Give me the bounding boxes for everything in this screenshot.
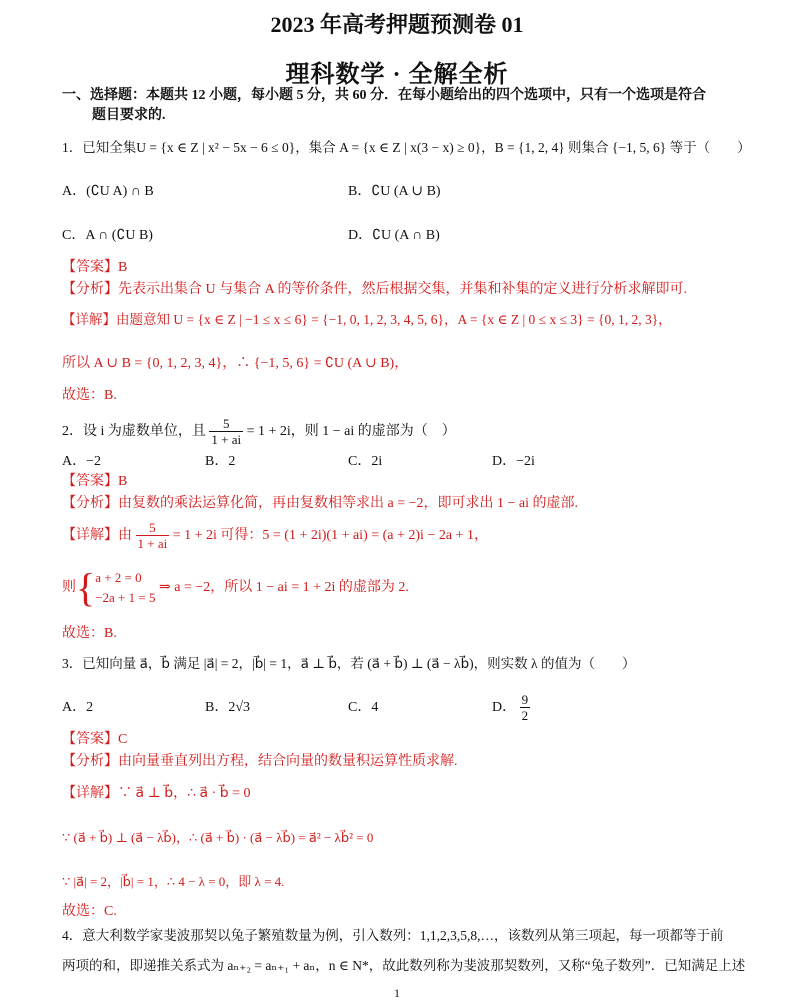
q2-fraction-num: 5 xyxy=(209,416,243,432)
q3-option-d-fraction xyxy=(520,692,531,723)
q2-detail-fraction-den: 1 + ai xyxy=(137,536,168,552)
q2-stem xyxy=(62,414,456,450)
q2-system xyxy=(62,566,409,610)
q2-detail xyxy=(62,518,488,554)
q3-detail-2: ∵ (a⃗ + b⃗) ⊥ (a⃗ − λb⃗)，∴ (a⃗ + b⃗) · (a⃗ − λb⃗) = a⃗² − λb⃗² = 0 xyxy=(62,830,374,845)
q4-stem-line1: 4．意大利数学家斐波那契以兔子繁殖数量为例，引入数列：1,1,2,3,5,8,…，该数列从第三项起，每一项都等于前 xyxy=(62,928,724,943)
q1-option-c: C．A ∩ (∁U B) xyxy=(62,228,153,243)
q3-option-d xyxy=(492,690,530,726)
q3-option-c: C．4 xyxy=(348,700,379,715)
q3-option-d-den: 2 xyxy=(521,708,529,724)
q2-detail-fraction xyxy=(136,520,170,551)
q1-option-d: D．∁U (A ∩ B) xyxy=(348,228,440,243)
q1-detail-2: 所以 A ∪ B = {0, 1, 2, 3, 4}，∴ {−1, 5, 6} = ∁U (A ∪ B)， xyxy=(62,356,409,371)
q2-system-eq1: a + 2 = 0 xyxy=(95,569,142,585)
q2-fraction xyxy=(209,416,243,447)
q3-detail-3: ∵ |a⃗| = 2，|b⃗| = 1，∴ 4 − λ = 0，即 λ = 4. xyxy=(62,874,285,889)
q1-option-b: B．∁U (A ∪ B) xyxy=(348,184,441,199)
q2-detail-post: = 1 + 2i 可得：5 = (1 + 2i)(1 + ai) = (a + 2)i − 2a + 1， xyxy=(172,528,488,543)
q2-option-a: A．−2 xyxy=(62,454,102,469)
q1-answer: 【答案】B xyxy=(62,260,128,275)
q2-answer: 【答案】B xyxy=(62,474,128,489)
q3-option-d-label: D． xyxy=(492,700,517,715)
q2-fraction-den: 1 + ai xyxy=(211,432,242,448)
q2-system-eq2: −2a + 1 = 5 xyxy=(95,589,156,605)
q2-stem-pre: 2．设 i 为虚数单位，且 xyxy=(62,424,206,439)
q2-option-c: C．2i xyxy=(348,454,383,469)
q3-conclusion: 故选：C. xyxy=(62,904,117,919)
q2-system-post: ⇒ a = −2，所以 1 − ai = 1 + 2i 的虚部为 2. xyxy=(158,580,409,595)
q2-analysis: 【分析】由复数的乘法运算化简，再由复数相等求出 a = −2，即可求出 1 − ai 的虚部. xyxy=(62,496,579,511)
q1-stem: 1．已知全集U = {x ∈ Z | x² − 5x − 6 ≤ 0}，集合 A = {x ∈ Z | x(3 − x) ≥ 0}，B = {1, 2, 4} 则集合 {−1, 5, 6} 等于（ ） xyxy=(62,140,751,155)
page-subtitle: 理科数学 · 全解全析 xyxy=(285,62,509,88)
q2-detail-pre: 【详解】由 xyxy=(62,528,132,543)
page-title: 2023 年高考押题预测卷 01 xyxy=(270,12,524,37)
q2-system-pre: 则 xyxy=(62,580,76,595)
q3-option-d-num: 9 xyxy=(521,692,529,708)
q3-answer: 【答案】C xyxy=(62,732,128,747)
q1-detail: 【详解】由题意知 U = {x ∈ Z | −1 ≤ x ≤ 6} = {−1, 0, 1, 2, 3, 4, 5, 6}，A = {x ∈ Z | 0 ≤ x ≤ 3} = {0, 1, 2, 3}， xyxy=(62,312,672,327)
section-heading-line2: 题目要求的. xyxy=(92,108,166,123)
q2-system-equations xyxy=(95,568,155,608)
q2-stem-post: = 1 + 2i，则 1 − ai 的虚部为（ ） xyxy=(246,424,456,439)
q3-stem: 3．已知向量 a⃗，b⃗ 满足 |a⃗| = 2，|b⃗| = 1，a⃗ ⊥ b⃗，若 (a⃗ + b⃗) ⊥ (a⃗ − λb⃗)，则实数 λ 的值为（ ） xyxy=(62,656,636,671)
page-number: 1 xyxy=(394,986,400,1000)
q2-option-b: B．2 xyxy=(205,454,236,469)
q3-analysis: 【分析】由向量垂直列出方程，结合向量的数量积运算性质求解. xyxy=(62,754,458,769)
q2-detail-fraction-num: 5 xyxy=(136,520,170,536)
q2-option-d: D．−2i xyxy=(492,454,535,469)
q1-option-a: A．(∁U A) ∩ B xyxy=(62,184,154,199)
q2-conclusion: 故选：B. xyxy=(62,626,117,641)
q4-stem-line2: 两项的和，即递推关系式为 aₙ₊₂ = aₙ₊₁ + aₙ，n ∈ N*，故此数列称为斐波那契数列，又称“兔子数列”．已知满足上述 xyxy=(62,958,746,973)
q3-detail-1: 【详解】∵ a⃗ ⊥ b⃗，∴ a⃗ · b⃗ = 0 xyxy=(62,786,251,801)
q3-option-a: A．2 xyxy=(62,700,94,715)
q1-analysis: 【分析】先表示出集合 U 与集合 A 的等价条件，然后根据交集，并集和补集的定义进行分析求解即可. xyxy=(62,282,687,297)
q1-conclusion: 故选：B. xyxy=(62,388,117,403)
section-heading-line1: 一、选择题：本题共 12 小题，每小题 5 分，共 60 分．在每小题给出的四个选项中，只有一个选项是符合 xyxy=(62,88,706,103)
q3-option-b: B．2√3 xyxy=(205,700,251,715)
q2-system-brace: { xyxy=(76,564,96,610)
